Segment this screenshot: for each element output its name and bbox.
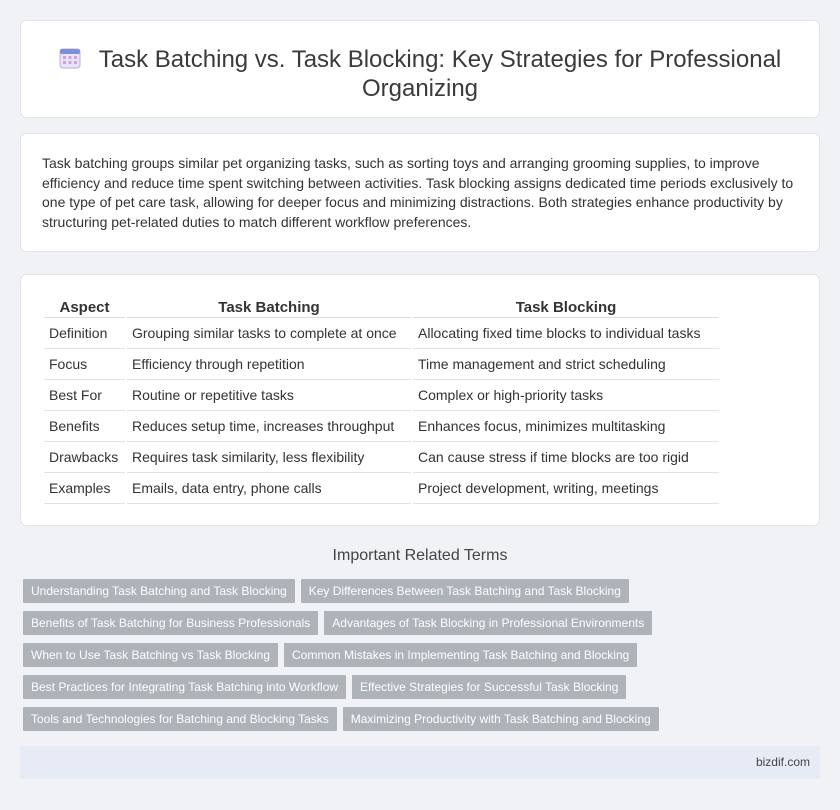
table-row	[44, 349, 719, 380]
table-cell: Enhances focus, minimizes multitasking	[413, 411, 719, 442]
table-row	[44, 318, 719, 349]
table-header-row	[44, 296, 719, 318]
header-task-blocking: Task Blocking	[413, 296, 719, 318]
table-cell: Requires task similarity, less flexibility	[127, 442, 411, 473]
comparison-table	[42, 296, 721, 504]
related-terms-list	[23, 579, 823, 739]
tag-row	[23, 675, 823, 707]
footer-site-link[interactable]: bizdif.com	[755, 755, 810, 769]
related-term-tag[interactable]: Tools and Technologies for Batching and Blocking Tasks	[23, 707, 337, 731]
table-cell: Project development, writing, meetings	[413, 473, 719, 504]
table-row	[44, 380, 719, 411]
intro-paragraph: Task batching groups similar pet organizing tasks, such as sorting toys and arranging grooming supplies, to improve efficiency and reduce time spent switching between activities. Task blocking assigns dedicated time periods exclusively to one type of pet care task, allowing for deeper focus and minimizing distractions. Both strategies enhance productivity by structuring pet-related duties to match different workflow preferences.	[42, 155, 794, 230]
table-cell: Efficiency through repetition	[127, 349, 411, 380]
table-row	[44, 411, 719, 442]
tag-row	[23, 707, 823, 739]
related-term-tag[interactable]: Maximizing Productivity with Task Batching and Blocking	[343, 707, 659, 731]
table-cell: Time management and strict scheduling	[413, 349, 719, 380]
page-title	[21, 45, 819, 103]
related-term-tag[interactable]: When to Use Task Batching vs Task Blocking	[23, 643, 278, 667]
tag-row	[23, 579, 823, 611]
footer	[20, 746, 820, 779]
tag-row	[23, 643, 823, 675]
table-cell: Definition	[44, 318, 125, 349]
calendar-icon	[59, 47, 81, 69]
table-row	[44, 473, 719, 504]
page-title-text: Task Batching vs. Task Blocking: Key Strategies for Professional Organizing	[98, 46, 782, 102]
table-cell: Can cause stress if time blocks are too rigid	[413, 442, 719, 473]
title-card	[20, 20, 820, 118]
related-terms-heading: Important Related Terms	[332, 547, 508, 564]
intro-card	[20, 133, 820, 252]
related-term-tag[interactable]: Common Mistakes in Implementing Task Batching and Blocking	[284, 643, 637, 667]
related-term-tag[interactable]: Advantages of Task Blocking in Professional Environments	[324, 611, 652, 635]
table-cell: Examples	[44, 473, 125, 504]
tag-row	[23, 611, 823, 643]
table-cell: Reduces setup time, increases throughput	[127, 411, 411, 442]
table-cell: Focus	[44, 349, 125, 380]
related-term-tag[interactable]: Understanding Task Batching and Task Blocking	[23, 579, 295, 603]
comparison-card	[20, 274, 820, 526]
related-term-tag[interactable]: Benefits of Task Batching for Business Professionals	[23, 611, 318, 635]
header-task-batching: Task Batching	[127, 296, 411, 318]
table-cell: Drawbacks	[44, 442, 125, 473]
header-aspect: Aspect	[44, 296, 125, 318]
table-cell: Grouping similar tasks to complete at once	[127, 318, 411, 349]
table-cell: Routine or repetitive tasks	[127, 380, 411, 411]
table-cell: Allocating fixed time blocks to individual tasks	[413, 318, 719, 349]
related-term-tag[interactable]: Key Differences Between Task Batching and Task Blocking	[301, 579, 629, 603]
table-cell: Complex or high-priority tasks	[413, 380, 719, 411]
table-cell: Emails, data entry, phone calls	[127, 473, 411, 504]
table-cell: Best For	[44, 380, 125, 411]
related-term-tag[interactable]: Best Practices for Integrating Task Batching into Workflow	[23, 675, 346, 699]
related-term-tag[interactable]: Effective Strategies for Successful Task Blocking	[352, 675, 626, 699]
table-row	[44, 442, 719, 473]
table-cell: Benefits	[44, 411, 125, 442]
